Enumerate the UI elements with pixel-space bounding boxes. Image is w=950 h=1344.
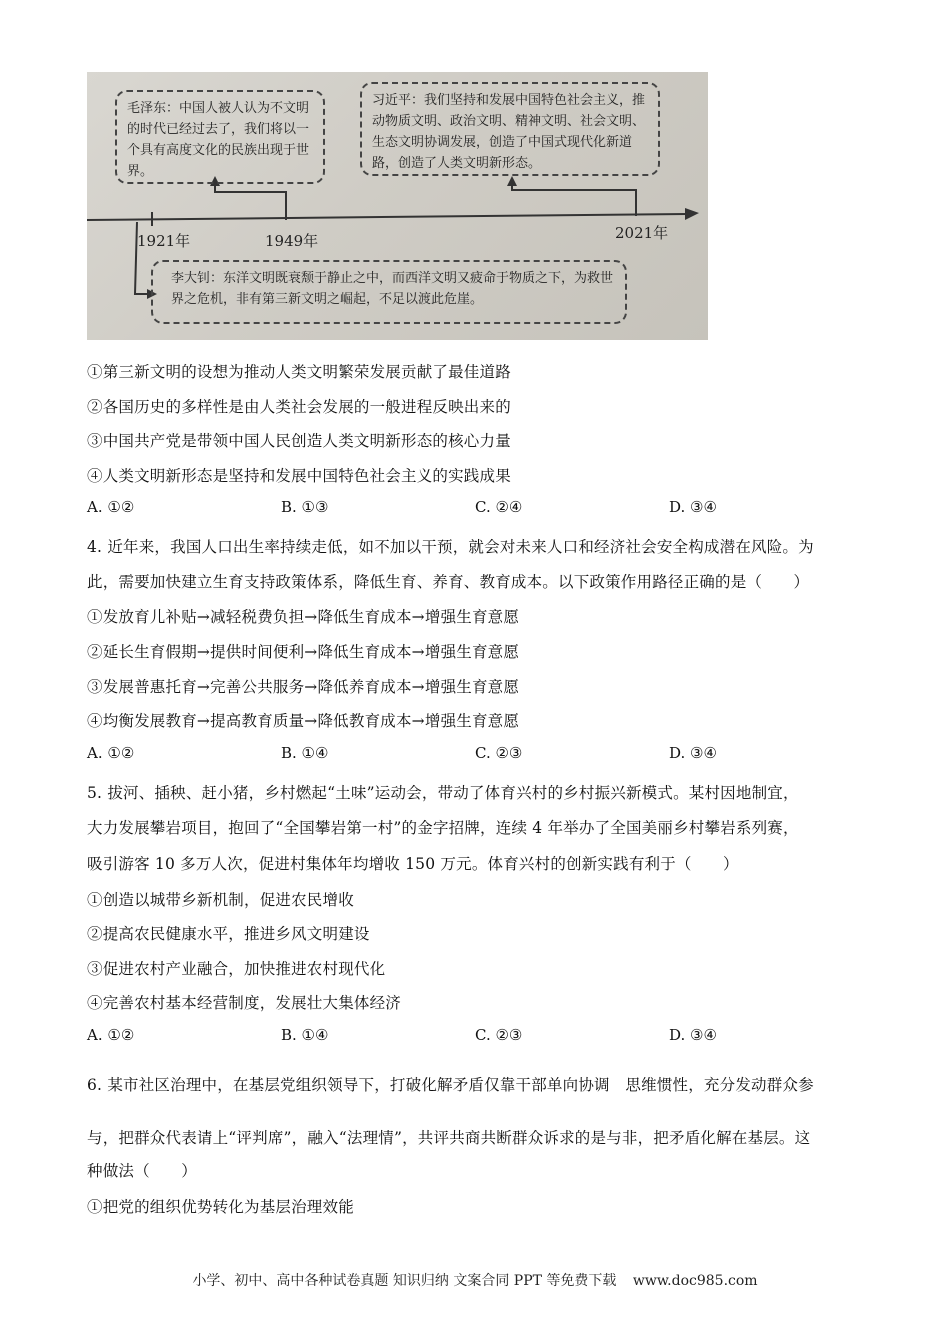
q5-stem-1: 5. 拔河、插秧、赶小猪，乡村燃起“土味”运动会，带动了体育兴村的乡村振兴新模式。某村因地制宜， (87, 784, 799, 802)
q5-option-b: B. ①④ (281, 1026, 329, 1044)
q5-stem-3: 吸引游客 10 多万人次，促进村集体年均增收 150 万元。体育兴村的创新实践有利于（ ） (87, 855, 739, 873)
q5-item-2: ②提高农民健康水平，推进乡风文明建设 (87, 925, 370, 943)
page-footer (0, 1270, 950, 1290)
q3-option-d: D. ③④ (669, 498, 717, 516)
q5-item-4: ④完善农村基本经营制度，发展壮大集体经济 (87, 994, 402, 1012)
q5-item-3: ③促进农村产业融合，加快推进农村现代化 (87, 960, 386, 978)
timeline-figure (87, 72, 708, 340)
q5-stem-2: 大力发展攀岩项目，抱回了“全国攀岩第一村”的金字招牌，连续 4 年举办了全国美丽乡村攀岩系列赛， (87, 819, 799, 837)
q5-option-a: A. ①② (87, 1026, 135, 1044)
q3-item-2: ②各国历史的多样性是由人类社会发展的一般进程反映出来的 (87, 398, 511, 416)
footer-text: 小学、初中、高中各种试卷真题 知识归纳 文案合同 PPT 等免费下载 (192, 1273, 617, 1289)
mao-quote: 毛泽东：中国人被人认为不文明的时代已经过去了，我们将以一个具有高度文化的民族出现于世界。 (127, 101, 310, 179)
q3-option-a: A. ①② (87, 498, 135, 516)
q4-item-2: ②延长生育假期→提供时间便利→降低生育成本→增强生育意愿 (87, 643, 520, 661)
q3-option-b: B. ①③ (281, 498, 329, 516)
q6-stem-2: 与，把群众代表请上“评判席”，融入“法理情”，共评共商共断群众诉求的是与非，把矛盾化解在基层。这 (87, 1129, 811, 1147)
year-1921: 1921年 (137, 232, 191, 250)
li-quote: 李大钊：东洋文明既衰颓于静止之中，而西洋文明又疲命于物质之下，为救世界之危机，非有第三新文明之崛起，不足以渡此危崖。 (171, 271, 614, 307)
q4-item-3: ③发展普惠托育→完善公共服务→降低养育成本→增强生育意愿 (87, 678, 520, 696)
q3-item-4: ④人类文明新形态是坚持和发展中国特色社会主义的实践成果 (87, 467, 511, 485)
q6-item-1: ①把党的组织优势转化为基层治理效能 (87, 1198, 354, 1216)
q4-option-c: C. ②③ (475, 744, 523, 762)
q4-stem-1: 4. 近年来，我国人口出生率持续走低，如不加以干预，就会对未来人口和经济社会安全构成潜在风险。为 (87, 538, 814, 556)
q6-stem-1: 6. 某市社区治理中，在基层党组织领导下，打破化解矛盾仅靠干部单向协调 思维惯性，充分发动群众参 (87, 1076, 814, 1094)
q4-option-b: B. ①④ (281, 744, 329, 762)
year-1949: 1949年 (265, 232, 319, 250)
footer-url[interactable]: www.doc985.com (632, 1273, 758, 1289)
q4-option-d: D. ③④ (669, 744, 717, 762)
q3-item-3: ③中国共产党是带领中国人民创造人类文明新形态的核心力量 (87, 432, 511, 450)
q4-stem-2: 此，需要加快建立生育支持政策体系，降低生育、养育、教育成本。以下政策作用路径正确的是（ ） (87, 573, 810, 591)
q5-option-c: C. ②③ (475, 1026, 523, 1044)
q4-item-4: ④均衡发展教育→提高教育质量→降低教育成本→增强生育意愿 (87, 712, 520, 730)
q5-option-d: D. ③④ (669, 1026, 717, 1044)
q5-item-1: ①创造以城带乡新机制，促进农民增收 (87, 891, 354, 909)
q3-item-1: ①第三新文明的设想为推动人类文明繁荣发展贡献了最佳道路 (87, 363, 511, 381)
xi-quote: 习近平：我们坚持和发展中国特色社会主义，推动物质文明、政治文明、精神文明、社会文明、生态文明协调发展，创造了中国式现代化新道路，创造了人类文明新形态。 (372, 93, 646, 171)
mao-quote-box (115, 90, 325, 184)
q3-option-c: C. ②④ (475, 498, 523, 516)
year-2021: 2021年 (615, 224, 669, 242)
q4-item-1: ①发放育儿补贴→减轻税费负担→降低生育成本→增强生育意愿 (87, 608, 520, 626)
li-quote-box (151, 260, 627, 324)
q4-option-a: A. ①② (87, 744, 135, 762)
xi-quote-box (360, 82, 660, 176)
q6-stem-3: 种做法（ ） (87, 1162, 197, 1180)
